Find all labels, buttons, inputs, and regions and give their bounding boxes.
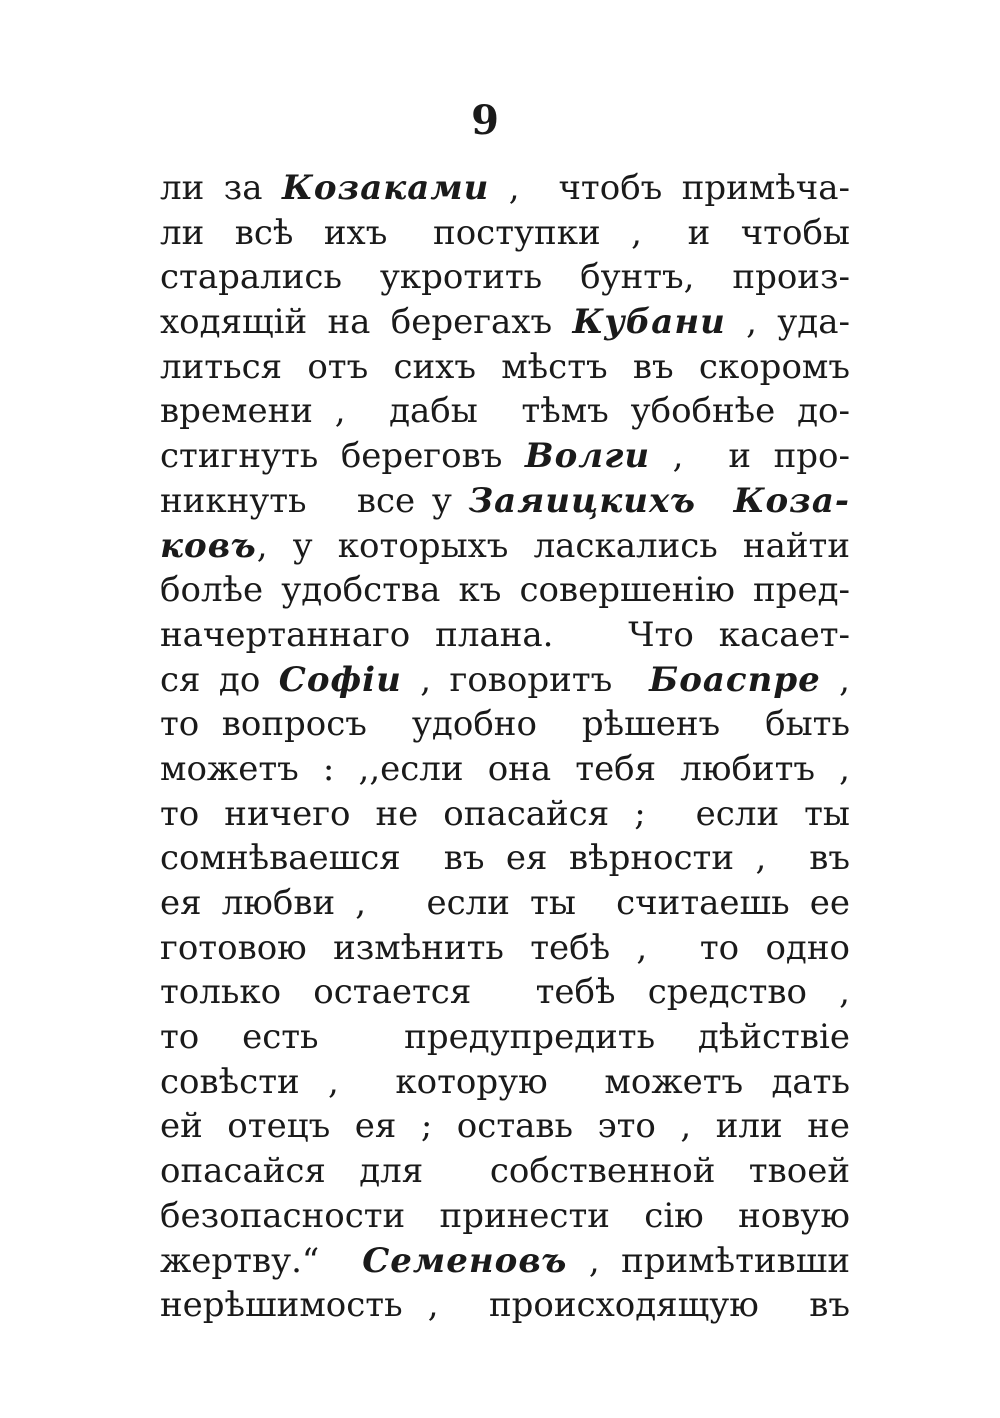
- text-segment: то ничего не опасайся ; если ты: [160, 793, 850, 834]
- text-segment: совѣсти , которую можетъ дать: [160, 1061, 850, 1102]
- italic-name: Софіи: [278, 659, 402, 700]
- text-line: [160, 568, 850, 613]
- text-line: [160, 926, 850, 971]
- text-segment: опасайся для собственной твоей: [160, 1151, 850, 1192]
- text-segment: готовою измѣнить тебѣ , то одно: [160, 927, 850, 968]
- italic-name: Заяицкихъ Коза-: [468, 480, 851, 521]
- text-line: [160, 300, 850, 345]
- text-line: [160, 747, 850, 792]
- page-number: 9: [471, 97, 499, 144]
- text-line: [160, 1015, 850, 1060]
- text-segment: литься отъ сихъ мѣстъ въ скоромъ: [160, 346, 850, 387]
- text-segment: , у которыхъ ласкались найти: [256, 525, 850, 566]
- text-segment: начертаннаго плана. Что касает-: [160, 614, 850, 655]
- text-segment: ся до: [160, 659, 279, 700]
- text-line: [160, 970, 850, 1015]
- text-segment: ей отецъ ея ; оставь это , или не: [160, 1106, 850, 1147]
- text-line: [160, 1149, 850, 1194]
- text-segment: ея любви , если ты считаешь ее: [160, 883, 850, 923]
- text-line: [160, 1060, 850, 1105]
- text-line: [160, 881, 850, 926]
- text-segment: , чтобъ примѣча-: [489, 168, 850, 208]
- text-segment: можетъ : ,,если она тебя любитъ ,: [160, 748, 850, 789]
- body-text: [160, 166, 850, 1328]
- text-line: [160, 1194, 850, 1239]
- text-segment: безопасности принести сію новую: [160, 1195, 850, 1236]
- text-line: [160, 836, 850, 881]
- text-segment: то есть предупредить дѣйствіе: [160, 1017, 850, 1058]
- text-segment: времени , дабы тѣмъ убобнѣе до-: [160, 391, 850, 432]
- text-line: [160, 211, 850, 256]
- text-segment: ходящій на берегахъ: [160, 302, 573, 343]
- text-line: [160, 345, 850, 390]
- text-line: [160, 479, 850, 524]
- text-line: [160, 792, 850, 837]
- text-line: [160, 613, 850, 658]
- text-segment: то вопросъ удобно рѣшенъ быть: [160, 704, 850, 745]
- text-segment: , уда-: [725, 302, 850, 343]
- text-line: [160, 658, 850, 703]
- italic-name: Волги: [524, 436, 651, 477]
- italic-name: Козаками: [281, 168, 490, 208]
- italic-name: Семеновъ: [362, 1240, 568, 1281]
- italic-name: ковъ: [160, 525, 257, 566]
- text-segment: старались укротить бунтъ, произ-: [160, 257, 850, 298]
- text-line: [160, 702, 850, 747]
- text-line: [160, 434, 850, 479]
- text-segment: , примѣтивши: [567, 1240, 850, 1281]
- text-segment: , и про-: [650, 436, 850, 477]
- text-segment: только остается тебѣ средство ,: [160, 972, 850, 1013]
- text-segment: стигнуть береговъ: [160, 436, 525, 477]
- text-line: [160, 1239, 850, 1284]
- italic-name: Боаспре: [649, 659, 821, 700]
- text-segment: жертву.“: [160, 1240, 363, 1281]
- text-line: [160, 389, 850, 434]
- text-line: [160, 166, 850, 211]
- text-line: [160, 1283, 850, 1328]
- text-segment: ,: [820, 659, 850, 700]
- text-line: [160, 255, 850, 300]
- text-segment: , говоритъ: [401, 659, 650, 700]
- text-segment: ли за: [160, 168, 282, 208]
- text-segment: нерѣшимость , происходящую въ: [160, 1285, 850, 1326]
- text-segment: сомнѣваешся въ ея вѣрности , въ: [160, 838, 850, 879]
- text-segment: болѣе удобства къ совершенію пред-: [160, 570, 850, 611]
- italic-name: Кубани: [572, 302, 726, 343]
- text-line: [160, 524, 850, 569]
- text-segment: ли всѣ ихъ поступки , и чтобы: [160, 212, 850, 253]
- text-segment: никнуть все у: [160, 480, 469, 521]
- text-line: [160, 1104, 850, 1149]
